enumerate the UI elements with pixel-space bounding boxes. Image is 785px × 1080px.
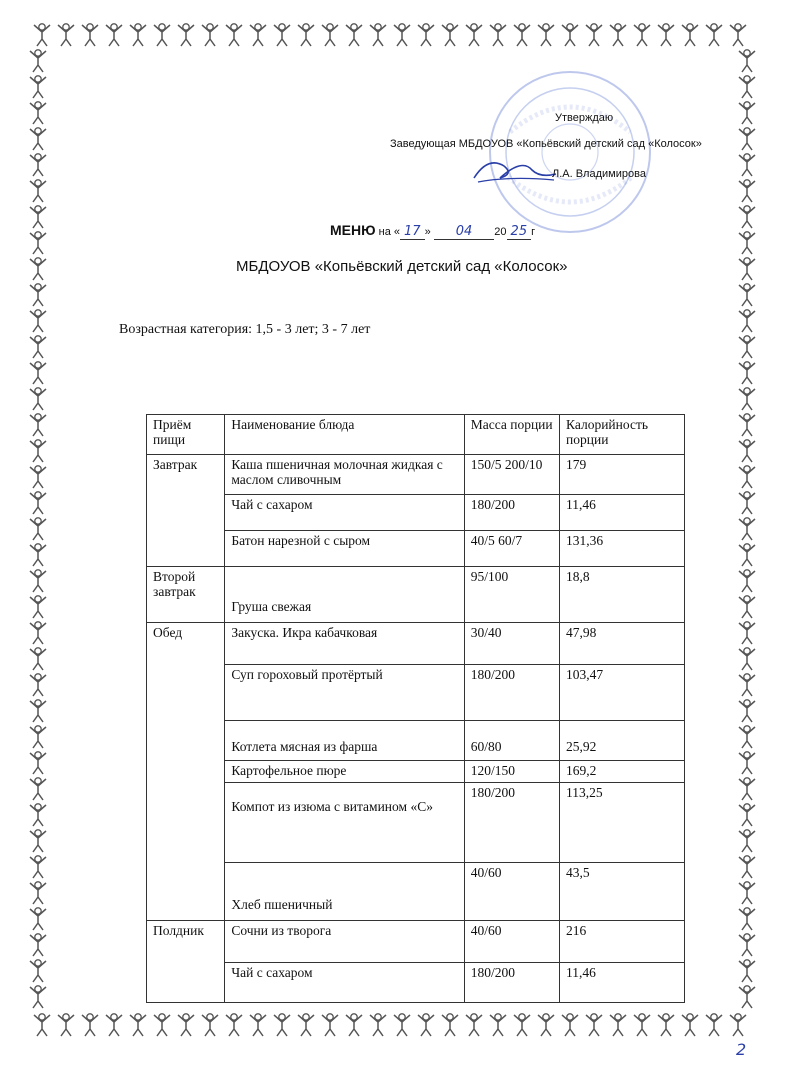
kid-figure-icon bbox=[735, 256, 759, 282]
close-quote: » bbox=[424, 226, 431, 238]
kcal-cell: 25,92 bbox=[560, 721, 685, 761]
kid-figure-icon bbox=[318, 22, 342, 48]
kid-figure-icon bbox=[510, 22, 534, 48]
kid-figure-icon bbox=[534, 22, 558, 48]
kcal-cell: 179 bbox=[560, 455, 685, 495]
kid-figure-icon bbox=[438, 1012, 462, 1038]
age-category: Возрастная категория: 1,5 - 3 лет; 3 - 7 лет bbox=[119, 322, 371, 337]
kid-figure-icon bbox=[222, 22, 246, 48]
kid-figure-icon bbox=[26, 880, 50, 906]
decorative-border-left bbox=[26, 48, 50, 1010]
kid-figure-icon bbox=[26, 412, 50, 438]
open-quote: « bbox=[393, 226, 401, 238]
kcal-cell: 18,8 bbox=[560, 567, 685, 623]
mass-cell: 180/200 bbox=[464, 783, 559, 863]
kid-figure-icon bbox=[26, 230, 50, 256]
kid-figure-icon bbox=[678, 22, 702, 48]
decorative-border-right bbox=[735, 48, 759, 1010]
kcal-cell: 47,98 bbox=[560, 623, 685, 665]
kcal-cell: 169,2 bbox=[560, 761, 685, 783]
kid-figure-icon bbox=[78, 22, 102, 48]
kid-figure-icon bbox=[366, 1012, 390, 1038]
kid-figure-icon bbox=[26, 204, 50, 230]
kid-figure-icon bbox=[26, 152, 50, 178]
dish-cell: Чай с сахаром bbox=[225, 963, 464, 1003]
dish-cell: Котлета мясная из фарша bbox=[225, 721, 464, 761]
meal-cell: Обед bbox=[147, 623, 225, 921]
kid-figure-icon bbox=[735, 178, 759, 204]
kid-figure-icon bbox=[126, 22, 150, 48]
kid-figure-icon bbox=[26, 646, 50, 672]
kid-figure-icon bbox=[735, 230, 759, 256]
kid-figure-icon bbox=[294, 22, 318, 48]
kid-figure-icon bbox=[26, 490, 50, 516]
dish-cell: Компот из изюма с витамином «С» bbox=[225, 783, 464, 863]
kid-figure-icon bbox=[390, 1012, 414, 1038]
date-day: 17 bbox=[400, 224, 425, 240]
kid-figure-icon bbox=[26, 828, 50, 854]
kid-figure-icon bbox=[606, 1012, 630, 1038]
decorative-border-bottom bbox=[30, 1012, 750, 1038]
kid-figure-icon bbox=[654, 22, 678, 48]
kid-figure-icon bbox=[735, 776, 759, 802]
mass-cell: 40/5 60/7 bbox=[464, 531, 559, 567]
kid-figure-icon bbox=[735, 412, 759, 438]
mass-cell: 120/150 bbox=[464, 761, 559, 783]
kid-figure-icon bbox=[102, 1012, 126, 1038]
kid-figure-icon bbox=[126, 1012, 150, 1038]
kid-figure-icon bbox=[735, 204, 759, 230]
kid-figure-icon bbox=[558, 1012, 582, 1038]
kid-figure-icon bbox=[735, 594, 759, 620]
approval-position: Заведующая МБДОУОВ «Копьёвский детский сад «Колосок» bbox=[390, 138, 702, 150]
kid-figure-icon bbox=[26, 854, 50, 880]
kid-figure-icon bbox=[582, 22, 606, 48]
dish-cell: Каша пшеничная молочная жидкая с маслом сливочным bbox=[225, 455, 464, 495]
kid-figure-icon bbox=[735, 438, 759, 464]
kid-figure-icon bbox=[150, 22, 174, 48]
kid-figure-icon bbox=[735, 126, 759, 152]
mass-cell: 40/60 bbox=[464, 921, 559, 963]
decorative-border-top bbox=[30, 22, 750, 48]
kid-figure-icon bbox=[582, 1012, 606, 1038]
kid-figure-icon bbox=[735, 74, 759, 100]
handwritten-signature bbox=[470, 152, 560, 188]
kid-figure-icon bbox=[30, 22, 54, 48]
table-row bbox=[147, 623, 685, 665]
kid-figure-icon bbox=[26, 386, 50, 412]
dish-cell: Хлеб пшеничный bbox=[225, 863, 464, 921]
kid-figure-icon bbox=[54, 1012, 78, 1038]
kid-figure-icon bbox=[735, 984, 759, 1010]
kcal-cell: 113,25 bbox=[560, 783, 685, 863]
mass-cell: 40/60 bbox=[464, 863, 559, 921]
kid-figure-icon bbox=[735, 360, 759, 386]
kid-figure-icon bbox=[150, 1012, 174, 1038]
kid-figure-icon bbox=[342, 22, 366, 48]
kid-figure-icon bbox=[26, 126, 50, 152]
kid-figure-icon bbox=[735, 516, 759, 542]
table-row bbox=[147, 665, 685, 721]
kid-figure-icon bbox=[735, 48, 759, 74]
kid-figure-icon bbox=[26, 334, 50, 360]
kid-figure-icon bbox=[26, 256, 50, 282]
dish-cell: Суп гороховый протёртый bbox=[225, 665, 464, 721]
kid-figure-icon bbox=[414, 22, 438, 48]
kid-figure-icon bbox=[462, 1012, 486, 1038]
table-row bbox=[147, 783, 685, 863]
kid-figure-icon bbox=[26, 932, 50, 958]
kid-figure-icon bbox=[26, 74, 50, 100]
kid-figure-icon bbox=[366, 22, 390, 48]
kid-figure-icon bbox=[735, 386, 759, 412]
kid-figure-icon bbox=[735, 542, 759, 568]
header-meal: Приём пищи bbox=[147, 415, 225, 455]
mass-cell: 60/80 bbox=[464, 721, 559, 761]
kid-figure-icon bbox=[735, 646, 759, 672]
kid-figure-icon bbox=[26, 100, 50, 126]
kid-figure-icon bbox=[26, 516, 50, 542]
dish-cell: Чай с сахаром bbox=[225, 495, 464, 531]
kid-figure-icon bbox=[735, 698, 759, 724]
kid-figure-icon bbox=[510, 1012, 534, 1038]
table-row bbox=[147, 921, 685, 963]
kcal-cell: 103,47 bbox=[560, 665, 685, 721]
menu-title: МЕНЮ bbox=[330, 222, 376, 238]
kid-figure-icon bbox=[26, 594, 50, 620]
kid-figure-icon bbox=[735, 672, 759, 698]
kid-figure-icon bbox=[26, 958, 50, 984]
dish-cell: Закуска. Икра кабачковая bbox=[225, 623, 464, 665]
table-row bbox=[147, 455, 685, 495]
kid-figure-icon bbox=[390, 22, 414, 48]
menu-date-line bbox=[330, 222, 535, 239]
kid-figure-icon bbox=[26, 308, 50, 334]
kid-figure-icon bbox=[735, 854, 759, 880]
kid-figure-icon bbox=[26, 464, 50, 490]
menu-table bbox=[146, 414, 685, 1003]
kid-figure-icon bbox=[318, 1012, 342, 1038]
kid-figure-icon bbox=[26, 724, 50, 750]
approval-name: Л.А. Владимирова bbox=[552, 168, 646, 180]
kid-figure-icon bbox=[735, 828, 759, 854]
mass-cell: 180/200 bbox=[464, 963, 559, 1003]
kid-figure-icon bbox=[198, 22, 222, 48]
kid-figure-icon bbox=[735, 958, 759, 984]
kid-figure-icon bbox=[735, 906, 759, 932]
date-month: 04 bbox=[434, 224, 495, 240]
kid-figure-icon bbox=[735, 802, 759, 828]
kcal-cell: 11,46 bbox=[560, 963, 685, 1003]
kcal-cell: 131,36 bbox=[560, 531, 685, 567]
table-header-row bbox=[147, 415, 685, 455]
header-dish: Наименование блюда bbox=[225, 415, 464, 455]
table-row bbox=[147, 531, 685, 567]
kid-figure-icon bbox=[174, 1012, 198, 1038]
kid-figure-icon bbox=[26, 776, 50, 802]
on-label: на bbox=[378, 226, 391, 238]
kid-figure-icon bbox=[735, 724, 759, 750]
kid-figure-icon bbox=[222, 1012, 246, 1038]
kid-figure-icon bbox=[462, 22, 486, 48]
meal-cell: Второй завтрак bbox=[147, 567, 225, 623]
kid-figure-icon bbox=[198, 1012, 222, 1038]
table-row bbox=[147, 721, 685, 761]
kid-figure-icon bbox=[246, 1012, 270, 1038]
header-mass: Масса порции bbox=[464, 415, 559, 455]
kid-figure-icon bbox=[294, 1012, 318, 1038]
kid-figure-icon bbox=[735, 282, 759, 308]
kid-figure-icon bbox=[246, 22, 270, 48]
kid-figure-icon bbox=[735, 620, 759, 646]
dish-cell: Картофельное пюре bbox=[225, 761, 464, 783]
kid-figure-icon bbox=[735, 880, 759, 906]
kid-figure-icon bbox=[726, 1012, 750, 1038]
kid-figure-icon bbox=[26, 568, 50, 594]
kid-figure-icon bbox=[102, 22, 126, 48]
kid-figure-icon bbox=[486, 22, 510, 48]
year-prefix: 20 bbox=[494, 226, 507, 238]
kid-figure-icon bbox=[486, 1012, 510, 1038]
dish-cell: Батон нарезной с сыром bbox=[225, 531, 464, 567]
kid-figure-icon bbox=[26, 178, 50, 204]
mass-cell: 30/40 bbox=[464, 623, 559, 665]
mass-cell: 150/5 200/10 bbox=[464, 455, 559, 495]
kid-figure-icon bbox=[26, 802, 50, 828]
kid-figure-icon bbox=[26, 906, 50, 932]
kid-figure-icon bbox=[726, 22, 750, 48]
kid-figure-icon bbox=[26, 620, 50, 646]
kid-figure-icon bbox=[270, 22, 294, 48]
kid-figure-icon bbox=[30, 1012, 54, 1038]
kid-figure-icon bbox=[174, 22, 198, 48]
table-row bbox=[147, 761, 685, 783]
kid-figure-icon bbox=[26, 282, 50, 308]
kid-figure-icon bbox=[606, 22, 630, 48]
kid-figure-icon bbox=[678, 1012, 702, 1038]
meal-cell: Завтрак bbox=[147, 455, 225, 567]
kcal-cell: 43,5 bbox=[560, 863, 685, 921]
kid-figure-icon bbox=[26, 698, 50, 724]
kid-figure-icon bbox=[735, 464, 759, 490]
kid-figure-icon bbox=[735, 152, 759, 178]
kid-figure-icon bbox=[26, 542, 50, 568]
table-row bbox=[147, 963, 685, 1003]
kid-figure-icon bbox=[26, 984, 50, 1010]
organization-name: МБДОУОВ «Копьёвский детский сад «Колосок» bbox=[236, 258, 568, 275]
approval-title: Утверждаю bbox=[555, 112, 614, 124]
kid-figure-icon bbox=[78, 1012, 102, 1038]
kid-figure-icon bbox=[735, 932, 759, 958]
table-row bbox=[147, 495, 685, 531]
kcal-cell: 216 bbox=[560, 921, 685, 963]
table-row bbox=[147, 863, 685, 921]
mass-cell: 95/100 bbox=[464, 567, 559, 623]
kid-figure-icon bbox=[54, 22, 78, 48]
kid-figure-icon bbox=[702, 22, 726, 48]
kid-figure-icon bbox=[342, 1012, 366, 1038]
kid-figure-icon bbox=[26, 360, 50, 386]
page-number: 2 bbox=[736, 1040, 747, 1059]
kid-figure-icon bbox=[414, 1012, 438, 1038]
kid-figure-icon bbox=[26, 672, 50, 698]
dish-cell: Груша свежая bbox=[225, 567, 464, 623]
kid-figure-icon bbox=[735, 100, 759, 126]
kid-figure-icon bbox=[735, 568, 759, 594]
kid-figure-icon bbox=[558, 22, 582, 48]
kcal-cell: 11,46 bbox=[560, 495, 685, 531]
kid-figure-icon bbox=[735, 308, 759, 334]
kid-figure-icon bbox=[26, 438, 50, 464]
kid-figure-icon bbox=[735, 490, 759, 516]
kid-figure-icon bbox=[735, 334, 759, 360]
kid-figure-icon bbox=[438, 22, 462, 48]
kid-figure-icon bbox=[702, 1012, 726, 1038]
mass-cell: 180/200 bbox=[464, 495, 559, 531]
header-kcal: Калорийность порции bbox=[560, 415, 685, 455]
kid-figure-icon bbox=[270, 1012, 294, 1038]
kid-figure-icon bbox=[630, 1012, 654, 1038]
mass-cell: 180/200 bbox=[464, 665, 559, 721]
kid-figure-icon bbox=[26, 48, 50, 74]
kid-figure-icon bbox=[735, 750, 759, 776]
table-row bbox=[147, 567, 685, 623]
year-unit: г bbox=[531, 226, 536, 238]
kid-figure-icon bbox=[654, 1012, 678, 1038]
kid-figure-icon bbox=[26, 750, 50, 776]
dish-cell: Сочни из творога bbox=[225, 921, 464, 963]
kid-figure-icon bbox=[630, 22, 654, 48]
date-year: 25 bbox=[507, 224, 532, 240]
kid-figure-icon bbox=[534, 1012, 558, 1038]
meal-cell: Полдник bbox=[147, 921, 225, 1003]
